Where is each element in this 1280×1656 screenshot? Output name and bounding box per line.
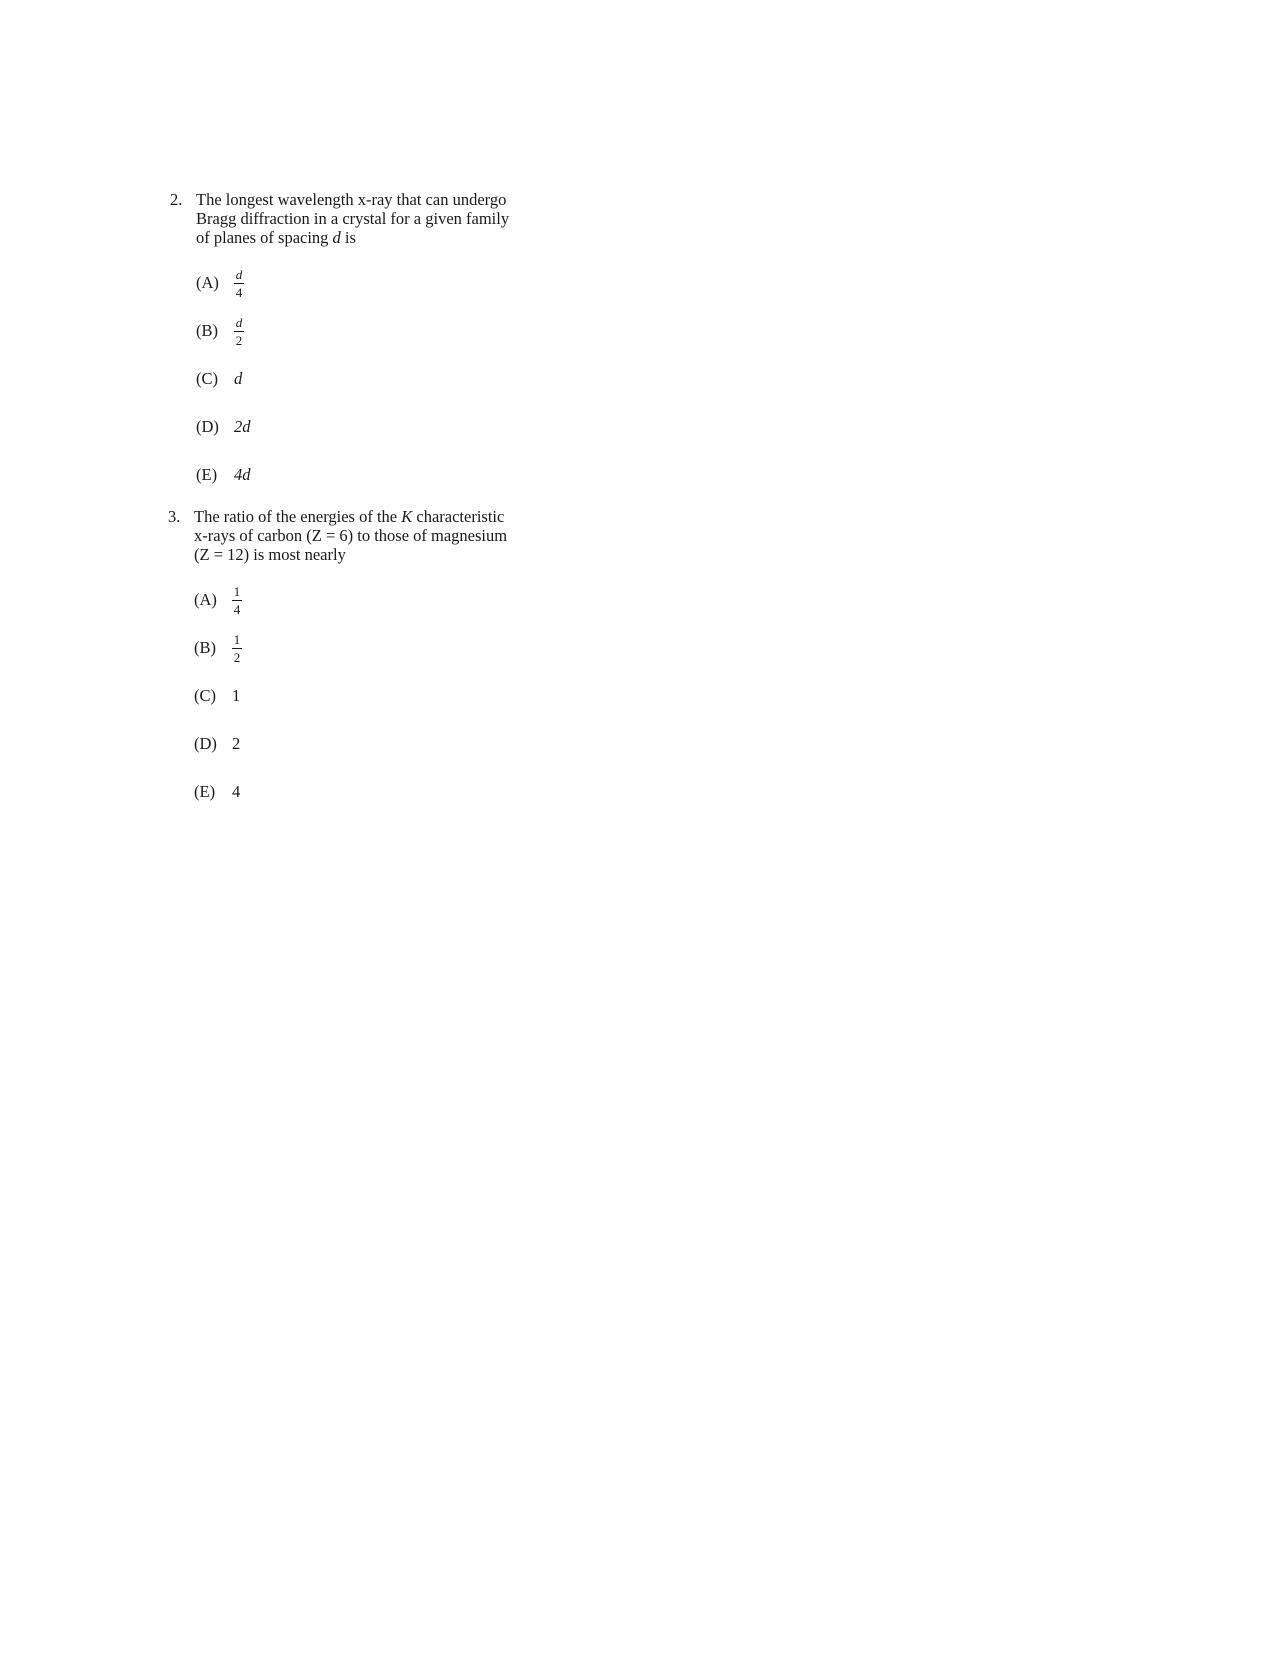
choice-value: 4 [232, 782, 241, 801]
stem-text: characteristic [412, 507, 505, 526]
fraction [234, 268, 244, 299]
choice-c [194, 672, 588, 720]
question-number: 3. [168, 507, 181, 526]
choice-letter: (C) [194, 686, 216, 705]
question-number: 2. [170, 190, 183, 209]
choice-letter: (B) [194, 638, 216, 657]
denominator: 4 [233, 601, 241, 617]
stem-text: is [340, 228, 356, 247]
fraction [234, 316, 244, 347]
question-3 [168, 507, 588, 816]
denominator: 2 [235, 332, 243, 348]
choice-a [194, 576, 588, 624]
numerator: 1 [233, 583, 241, 599]
variable: K [401, 507, 413, 526]
choice-letter: (A) [196, 273, 219, 292]
denominator: 2 [233, 649, 241, 665]
choice-letter: (D) [196, 417, 219, 436]
choice-letter: (B) [196, 321, 218, 340]
choice-c [196, 355, 590, 403]
answer-choices [168, 576, 588, 816]
stem-line: (Z = 12) is most nearly [194, 545, 346, 564]
stem-text: of planes of spacing [196, 228, 333, 247]
numerator: 1 [233, 631, 241, 647]
choice-a [196, 259, 590, 307]
choice-letter: (E) [196, 465, 218, 484]
fraction-bar [232, 648, 242, 649]
question-2 [170, 190, 590, 499]
fraction [232, 585, 242, 616]
variable: d [332, 228, 341, 247]
stem-line: Bragg diffraction in a crystal for a given family [196, 209, 510, 228]
numerator: d [235, 314, 243, 330]
question-3-stem [168, 507, 588, 564]
choice-value: 2d [234, 417, 251, 436]
choice-value: 1 [232, 686, 241, 705]
stem-line [194, 507, 588, 526]
choice-letter: (A) [194, 590, 217, 609]
choice-d [194, 720, 588, 768]
denominator: 4 [235, 284, 243, 300]
fraction-bar [234, 331, 244, 332]
choice-e [196, 451, 590, 499]
stem-line [196, 228, 590, 247]
choice-d [196, 403, 590, 451]
choice-value: 2 [232, 734, 241, 753]
stem-line: x-rays of carbon (Z = 6) to those of magnesium [194, 526, 508, 545]
stem-text: The ratio of the energies of the [194, 507, 402, 526]
choice-letter: (E) [194, 782, 216, 801]
choice-b [194, 624, 588, 672]
stem-line: The longest wavelength x-ray that can undergo [196, 190, 507, 209]
choice-b [196, 307, 590, 355]
answer-choices [170, 259, 590, 499]
fraction-bar [232, 600, 242, 601]
numerator: d [235, 266, 243, 282]
question-2-stem [170, 190, 590, 247]
choice-letter: (D) [194, 734, 217, 753]
choice-e [194, 768, 588, 816]
choice-value: 4d [234, 465, 251, 484]
choice-letter: (C) [196, 369, 218, 388]
choice-value: d [234, 369, 243, 388]
fraction-bar [234, 283, 244, 284]
fraction [232, 633, 242, 664]
